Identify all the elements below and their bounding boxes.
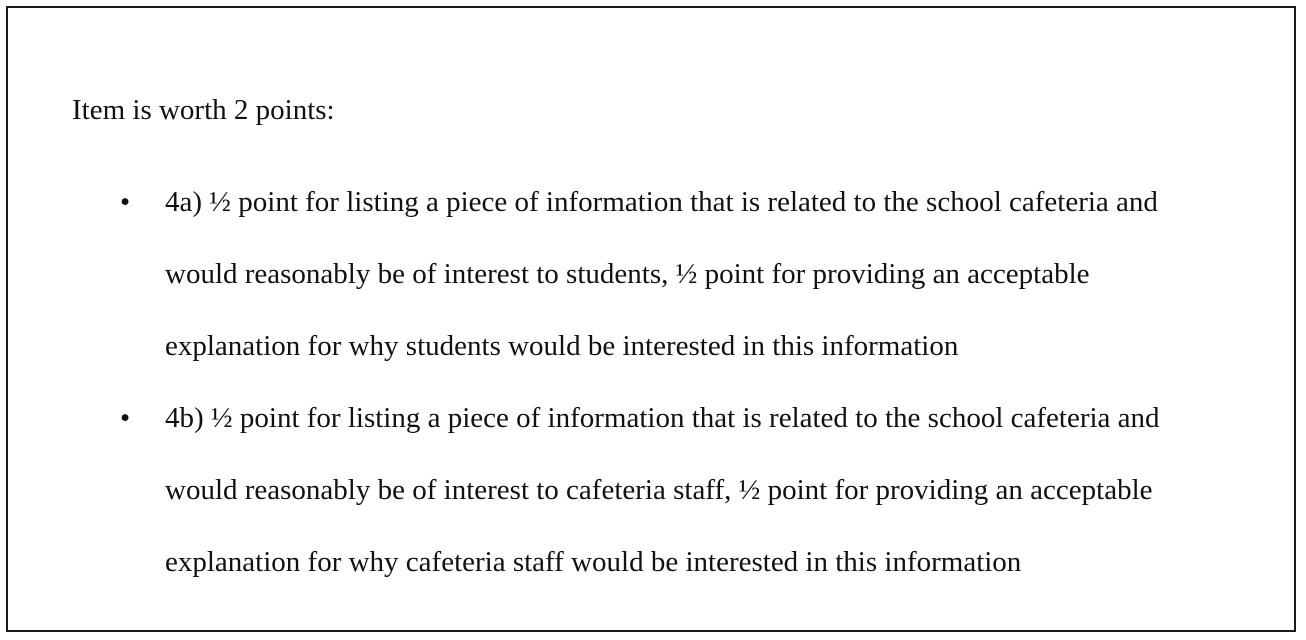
bullet-icon: • [120, 402, 131, 434]
criterion-line: would reasonably be of interest to cafeteria staff, ½ point for providing an acceptable [165, 474, 1153, 506]
criterion-text [165, 166, 1245, 382]
criteria-list [8, 166, 1294, 598]
criterion-item-4b [8, 382, 1294, 598]
criterion-line: 4a) ½ point for listing a piece of information that is related to the school cafeteria and [165, 186, 1158, 218]
criterion-line: explanation for why cafeteria staff would be interested in this information [165, 546, 1022, 578]
criterion-item-4a [8, 166, 1294, 382]
scoring-intro: Item is worth 2 points: [72, 94, 335, 126]
criterion-line: would reasonably be of interest to students, ½ point for providing an acceptable [165, 258, 1090, 290]
criterion-line: explanation for why students would be interested in this information [165, 330, 959, 362]
bullet-icon: • [120, 186, 131, 218]
scoring-box [6, 6, 1296, 632]
criterion-line: 4b) ½ point for listing a piece of information that is related to the school cafeteria and [165, 402, 1160, 434]
criterion-text [165, 382, 1245, 598]
